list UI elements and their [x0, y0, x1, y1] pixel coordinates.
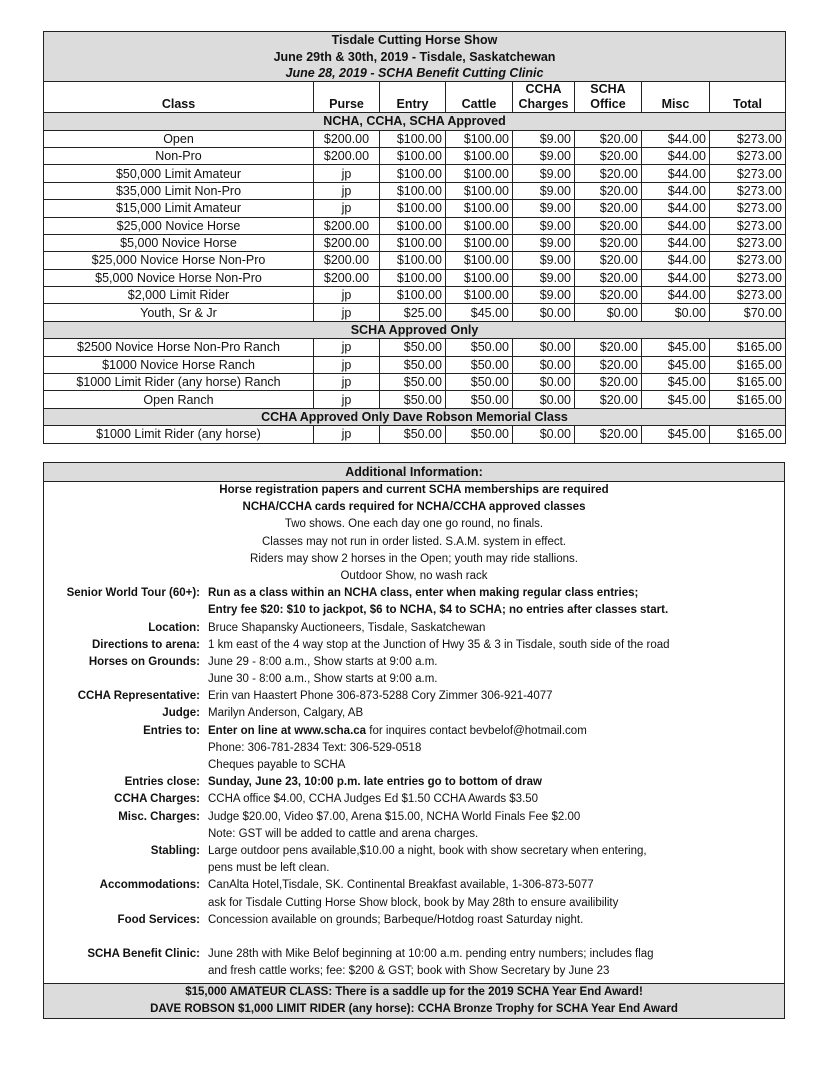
class-row: Youth, Sr & Jr jp $25.00 $45.00 $0.00 $0.00 $0.00 $70.00	[44, 304, 786, 321]
senior-tour: Senior World Tour (60+): Run as a class within an NCHA class, enter when making regular class entries;	[66, 587, 639, 600]
entries-close: Entries close: Sunday, June 23, 10:00 p.m. late entries go to bottom of draw	[124, 776, 542, 789]
col-cattle: Cattle	[446, 82, 513, 113]
col-class: Class	[44, 82, 314, 113]
ccha-charges: CCHA Charges: CCHA office $4.00, CCHA Judges Ed $1.50 CCHA Awards $3.50	[114, 793, 539, 806]
class-row: $2500 Novice Horse Non-Pro Ranch jp $50.00 $50.00 $0.00 $20.00 $45.00 $165.00	[44, 339, 786, 356]
class-row: $50,000 Limit Amateur jp $100.00 $100.00 $9.00 $20.00 $44.00 $273.00	[44, 165, 786, 182]
stabling: Stabling: Large outdoor pens available,$10.00 a night, book with show secretary when entering,	[150, 844, 647, 857]
show-title: Tisdale Cutting Horse Show	[44, 32, 786, 49]
section-header: CCHA Approved Only Dave Robson Memorial Class	[44, 408, 786, 425]
additional-info: Additional Information: Horse registration papers and current SCHA memberships are required NCHA/CCHA cards required for NCHA/CCHA approved classes Two shows. One each day one go round, no finals. Classes may not run in order listed. S.A.M. system in effect. Riders may show 2 horses in the Open; youth may ride stallions. Outdoor Show, no wash rack Senior World Tour (60+): Run as a class within an NCHA class, enter when making regular class entries; Entry fee $20: $10 to jackpot, $6 to NCHA, $4 to SCHA; no entries after classes start. Location: Bruce Shapansky Auctioneers, Tisdale, Saskatchewan Directions to arena: 1 km east of the 4 way stop at the Junction of Hwy 35 & 3 in Tisdale, south side of the road Horses on Grounds: June 29 - 8:00 a.m., Show starts at 9:00 a.m. June 30 - 8:00 a.m., Show starts at 9:00 a.m. CCHA Representative: Erin van Haastert Phone 306-873-5288 Cory Zimmer 306-921-4077 Judge: Marilyn Anderson, Calgary, AB Entries to: Enter on line at www.scha.ca for inquires contact bevbelof@hotmail.com Phone: 306-781-2834 Text: 306-529-0518 Cheques payable to SCHA Entries close: Sunday, June 23, 10:00 p.m. late entries go to bottom of draw CCHA Charges: CCHA office $4.00, CCHA Judges Ed $1.50 CCHA Awards $3.50 Misc. Charges: Judge $20.00, Video $7.00, Arena $15.00, NCHA World Finals Fee $2.00 Note: GST will be added to cattle and arena charges. Stabling: Large outdoor pens available,$10.00 a night, book with show secretary when entering, pens must be left clean. Accommodations: CanAlta Hotel,Tisdale, SK. Continental Breakfast available, 1-306-873-5077 ask for Tisdale Cutting Horse Show block, book by May 28th to ensure availibility Food Services: Concession available on grounds; Barbeque/Hotdog roast Saturday night. SCHA Benefit Clinic: June 28th with Mike Belof beginning at 10:00 a.m. pending entry numbers; includes flag and fresh cattle works; fee: $200 & GST; book with Show Secretary by June 23 $15,000 AMATEUR CLASS: There is a saddle up for the 2019 SCHA Year End Award! DAVE ROBSON $1,000 LIMIT RIDER (any horse): CCHA Bronze Trophy for SCHA Year End Award	[43, 462, 785, 1019]
misc-charges: Misc. Charges: Judge $20.00, Video $7.00, Arena $15.00, NCHA World Finals Fee $2.00	[118, 810, 581, 823]
info-line: Horse registration papers and current SCHA memberships are required	[219, 484, 609, 496]
class-row: $1000 Limit Rider (any horse) jp $50.00 $50.00 $0.00 $20.00 $45.00 $165.00	[44, 426, 786, 443]
class-row: $1000 Novice Horse Ranch jp $50.00 $50.00 $0.00 $20.00 $45.00 $165.00	[44, 356, 786, 373]
limit-rider-award: DAVE ROBSON $1,000 LIMIT RIDER (any horse): CCHA Bronze Trophy for SCHA Year End Award	[150, 1003, 678, 1015]
accommodations: Accommodations: CanAlta Hotel,Tisdale, SK. Continental Breakfast available, 1-306-873-5077	[99, 879, 594, 892]
class-row: $35,000 Limit Non-Pro jp $100.00 $100.00 $9.00 $20.00 $44.00 $273.00	[44, 182, 786, 199]
col-scha-office: SCHA Office	[575, 82, 642, 113]
class-row: Non-Pro $200.00 $100.00 $100.00 $9.00 $20.00 $44.00 $273.00	[44, 147, 786, 164]
class-row: $5,000 Novice Horse Non-Pro $200.00 $100.00 $100.00 $9.00 $20.00 $44.00 $273.00	[44, 269, 786, 286]
food-services: Food Services: Concession available on grounds; Barbeque/Hotdog roast Saturday night.	[117, 913, 584, 926]
col-purse: Purse	[314, 82, 380, 113]
col-entry: Entry	[380, 82, 446, 113]
fee-body	[44, 113, 786, 443]
class-row: $15,000 Limit Amateur jp $100.00 $100.00 $9.00 $20.00 $44.00 $273.00	[44, 200, 786, 217]
award-footer	[44, 983, 784, 1018]
info-line: Riders may show 2 horses in the Open; youth may ride stallions.	[250, 552, 578, 565]
col-ccha-charges: CCHA Charges	[513, 82, 575, 113]
senior-fee: Entry fee $20: $10 to jackpot, $6 to NCHA, $4 to SCHA; no entries after classes start.	[208, 604, 669, 617]
ccha-representative: CCHA Representative: Erin van Haastert Phone 306-873-5288 Cory Zimmer 306-921-4077	[77, 690, 553, 703]
judge: Judge: Marilyn Anderson, Calgary, AB	[162, 707, 364, 720]
class-row: $25,000 Novice Horse Non-Pro $200.00 $100.00 $100.00 $9.00 $20.00 $44.00 $273.00	[44, 252, 786, 269]
clinic-line: June 28, 2019 - SCHA Benefit Cutting Clinic	[44, 65, 786, 82]
benefit-clinic: SCHA Benefit Clinic: June 28th with Mike Belof beginning at 10:00 a.m. pending entry numbers; includes flag	[87, 947, 654, 960]
horses-on-grounds: Horses on Grounds: June 29 - 8:00 a.m., Show starts at 9:00 a.m.	[88, 655, 438, 668]
col-total: Total	[710, 82, 786, 113]
entry-link[interactable]: Enter on line at www.scha.ca	[208, 724, 367, 737]
class-row: $25,000 Novice Horse $200.00 $100.00 $100.00 $9.00 $20.00 $44.00 $273.00	[44, 217, 786, 234]
info-line: Outdoor Show, no wash rack	[340, 569, 488, 582]
fee-table	[43, 31, 786, 444]
entries-to: Entries to: Enter on line at www.scha.ca for inquires contact bevbelof@hotmail.com	[143, 724, 587, 737]
location: Location: Bruce Shapansky Auctioneers, Tisdale, Saskatchewan	[148, 621, 486, 634]
info-heading: Additional Information:	[44, 463, 784, 482]
col-misc: Misc	[642, 82, 710, 113]
class-row: $2,000 Limit Rider jp $100.00 $100.00 $9.00 $20.00 $44.00 $273.00	[44, 287, 786, 304]
section-header: NCHA, CCHA, SCHA Approved	[44, 113, 786, 130]
info-line: Classes may not run in order listed. S.A.M. system in effect.	[261, 535, 566, 548]
section-header: SCHA Approved Only	[44, 321, 786, 338]
amateur-award: $15,000 AMATEUR CLASS: There is a saddle up for the 2019 SCHA Year End Award!	[185, 986, 643, 998]
class-row: $5,000 Novice Horse $200.00 $100.00 $100.00 $9.00 $20.00 $44.00 $273.00	[44, 234, 786, 251]
directions: Directions to arena: 1 km east of the 4 way stop at the Junction of Hwy 35 & 3 in Tisdale, south side of the road	[92, 638, 670, 651]
info-line: NCHA/CCHA cards required for NCHA/CCHA approved classes	[242, 501, 586, 514]
class-row: Open Ranch jp $50.00 $50.00 $0.00 $20.00 $45.00 $165.00	[44, 391, 786, 408]
class-row: $1000 Limit Rider (any horse) Ranch jp $50.00 $50.00 $0.00 $20.00 $45.00 $165.00	[44, 374, 786, 391]
info-line: Two shows. One each day one go round, no finals.	[284, 518, 544, 531]
class-row: Open $200.00 $100.00 $100.00 $9.00 $20.00 $44.00 $273.00	[44, 130, 786, 147]
show-dates: June 29th & 30th, 2019 - Tisdale, Saskatchewan	[44, 48, 786, 64]
